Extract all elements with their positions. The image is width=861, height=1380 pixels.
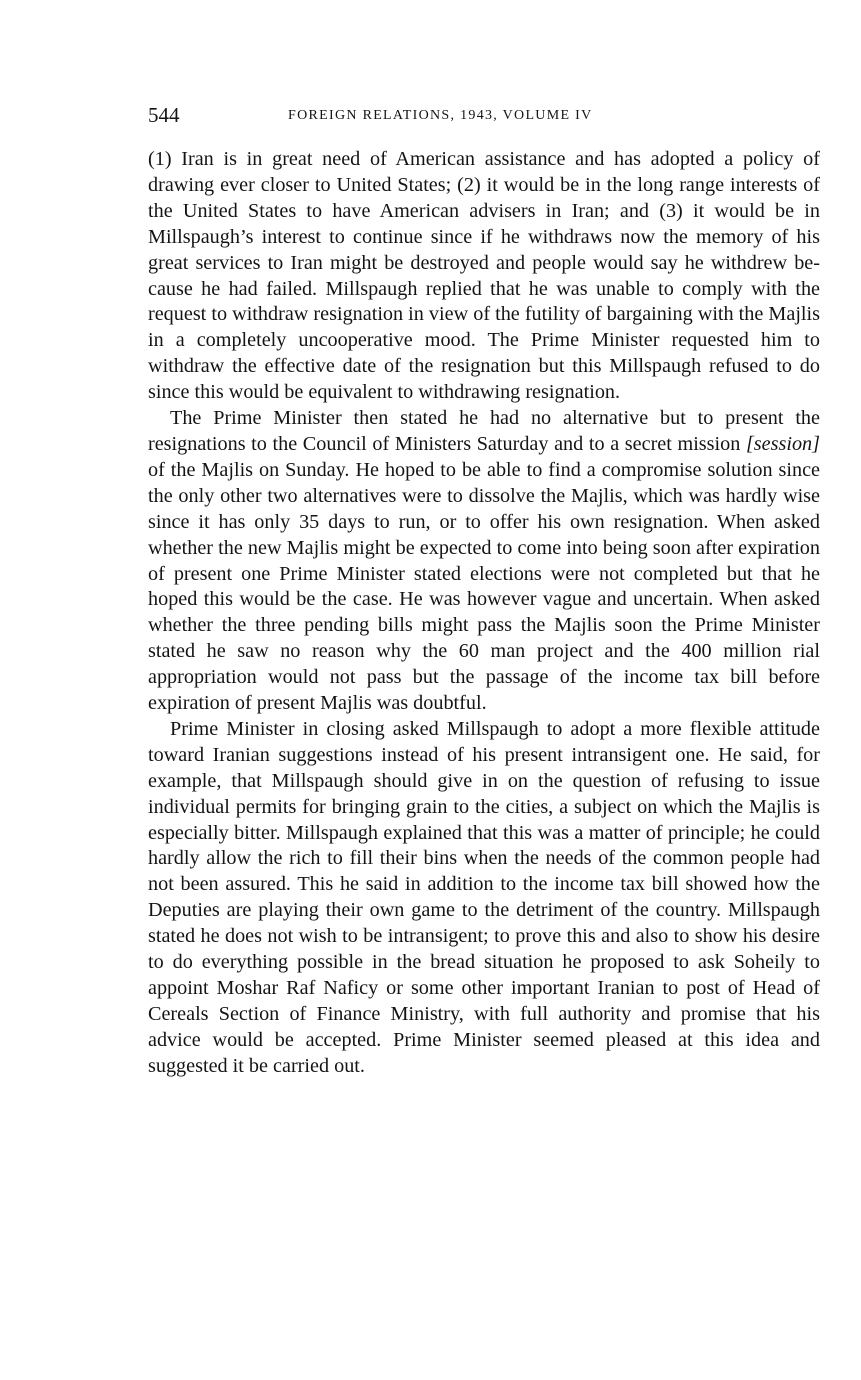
- paragraph-text-after: of the Majlis on Sunday. He hoped to be able to find a compromise solution since the only other two alternatives were to dissolve the Majlis, which was hardly wise since it has only 35 days to run, or to offer his own resignation. When asked whether the new Majlis might be expected to come into being soon after expiration of present one Prime Minister stated elections were not completed but that he hoped this would be the case. He was however vague and uncertain. When asked whether the three pending bills might pass the Majlis soon the Prime Minister stated he saw no reason why the 60 man project and the 400 million rial appropriation would not pass but the passage of the income tax bill before expiration of present Majlis was doubtful.: [148, 458, 820, 715]
- running-header: [148, 100, 820, 130]
- editorial-emphasis: [session]: [745, 432, 820, 455]
- running-title: FOREIGN RELATIONS, 1943, VOLUME IV: [288, 108, 593, 123]
- paragraph-continued: (1) Iran is in great need of American assistance and has adopted a policy of drawing ever closer to United States; (2) it would be in the long range interests of the United States to have American advisers in Iran; and (3) it would be in Millspaugh’s interest to continue since if he withdraws now the memory of his great services to Iran might be destroyed and people would say he withdrew because he had failed. Millspaugh replied that he was unable to comply with the request to withdraw resignation in view of the futility of bargaining with the Majlis in a completely uncooperative mood. The Prime Minister requested him to withdraw the effective date of the resignation but this Millspaugh refused to do since this would be equivalent to withdrawing resignation.: [148, 148, 820, 404]
- page-number: 544: [148, 103, 180, 127]
- paragraph-closing: Prime Minister in closing asked Millspaugh to adopt a more flexible attitude toward Iranian suggestions instead of his present intransigent one. He said, for example, that Millspaugh should give in on the question of refusing to issue individual permits for bringing grain to the cities, a subject on which the Majlis is especially bitter. Millspaugh explained that this was a matter of principle; he could hardly allow the rich to fill their bins when the needs of the common people had not been assured. This he said in addition to the income tax bill showed how the Deputies are playing their own game to the detriment of the country. Millspaugh stated he does not wish to be intransigent; to prove this and also to show his desire to do everything possible in the bread situation he proposed to ask Soheily to appoint Moshar Raf Naficy or some other important Iranian to post of Head of Cereals Section of Finance Ministry, with full authority and promise that his advice would be accepted. Prime Minister seemed pleased at this idea and suggested it be carried out.: [148, 717, 820, 1077]
- paragraph-prime-minister-statement: [148, 406, 820, 717]
- paragraph-text-before: The Prime Minister then stated he had no alternative but to present the resignations to the Council of Ministers Saturday and to a secret mission: [148, 407, 820, 455]
- body-text: [148, 147, 820, 1080]
